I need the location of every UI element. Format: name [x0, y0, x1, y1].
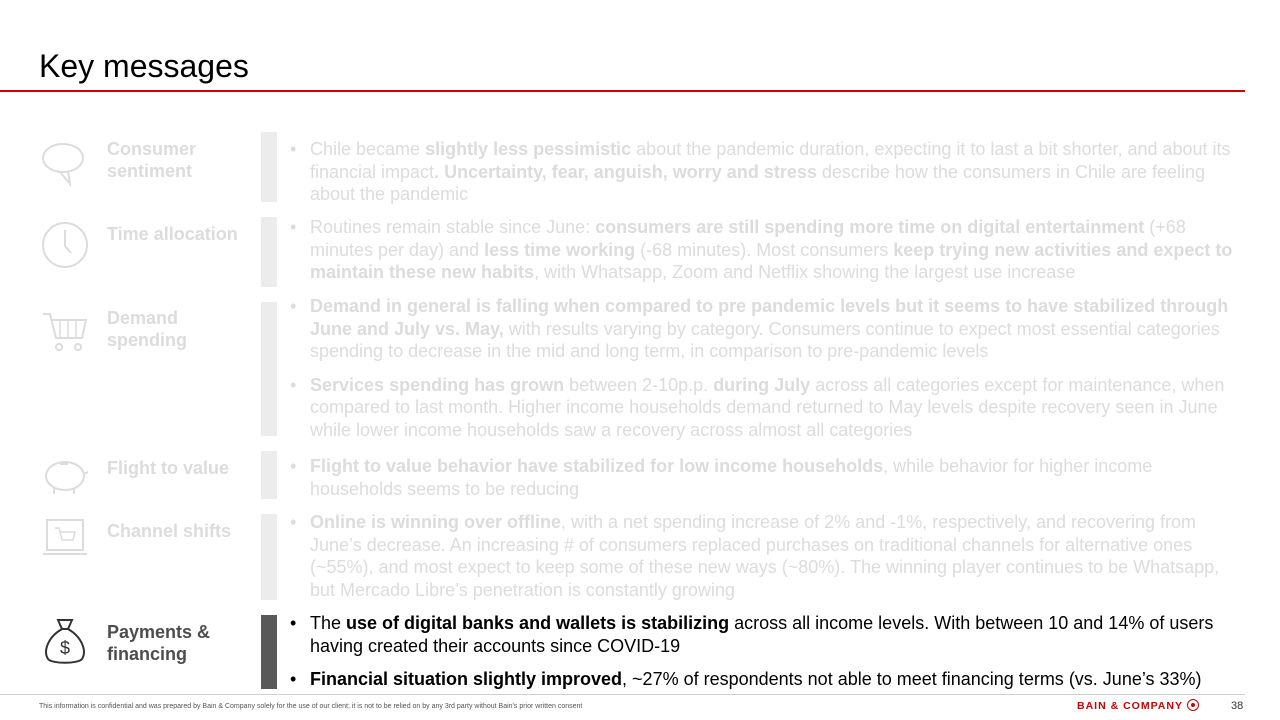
bullet-list — [290, 138, 1245, 217]
footer-divider — [0, 694, 1245, 695]
bullet-text: , with a net spending increase of 2% and -1%, respectively, and recovering from June’s decrease. An increasing # of consumers replaced purchases on traditional channels for alternative ones (~55%), and most expect to keep some of these new ways (~80%). The winning player continues to be Whatsapp, but Mercado Libre’s penetration is constantly growing — [310, 512, 1220, 600]
bullet-item — [290, 511, 1245, 601]
section-label: Demand spending — [107, 308, 187, 350]
clock-icon — [40, 220, 90, 270]
brand-logo — [1077, 699, 1199, 712]
bullet-bold-text: Financial situation slightly improved — [310, 669, 623, 689]
piggy-bank-icon — [40, 450, 90, 500]
brand-mark-icon — [1187, 699, 1199, 711]
bullet-item — [290, 455, 1245, 500]
svg-text:$: $ — [59, 638, 71, 658]
bullet-text: The — [310, 613, 347, 633]
shopping-cart-icon — [40, 306, 90, 356]
section-bar — [261, 217, 277, 287]
bullet-text: with results varying by category. Consumers continue to expect most essential categories spending to decrease in the mid and long term, in comparison to pre-pandemic levels — [310, 318, 1220, 361]
bullet-text: across all income levels. With between 10 and 14% of users having created their accounts since COVID-19 — [310, 613, 1214, 656]
money-bag-icon — [40, 617, 90, 667]
speech-bubble-icon — [40, 138, 90, 188]
bullet-text: describe how the consumers in Chile are feeling about the pandemic — [310, 161, 1206, 204]
bullet-text: about the pandemic duration, expecting it to last a bit shorter, and about its financial impact — [310, 139, 1231, 182]
section-bar — [261, 302, 277, 436]
bullet-item — [290, 668, 1245, 691]
section-bar — [261, 615, 277, 689]
bullet-bold-text: Flight to value behavior have stabilized for low income households — [310, 456, 884, 476]
bullet-text: , while behavior for higher income households seems to be reducing — [310, 456, 1153, 499]
bullet-bold-text: Demand in general is falling when compared to pre pandemic levels but it seems to have stabilized through June and July vs. May, — [310, 296, 1229, 339]
bullet-item — [290, 216, 1245, 284]
bullet-bold-text: during July — [713, 374, 811, 395]
section-label: Channel shifts — [107, 521, 232, 541]
section-label: Consumer sentiment — [107, 139, 197, 181]
bullet-text: between 2-10p.p. — [564, 374, 714, 395]
bullet-list — [290, 511, 1245, 612]
bullet-bold-text: keep trying new activities and expect to maintain these new habits — [310, 239, 1233, 282]
bullet-text: (+68 minutes per day) and — [310, 217, 1186, 260]
section-label: Flight to value — [107, 458, 230, 478]
bullet-list — [290, 295, 1245, 452]
bullet-text: Routines remain stable since June: — [310, 217, 596, 237]
bullet-text: (-68 minutes). Most consumers — [635, 239, 894, 260]
bullet-bold-text: Services spending has grown — [310, 374, 565, 395]
bullet-bold-text: . Uncertainty, fear, anguish, worry and stress — [434, 161, 817, 182]
bullet-text: across all categories except for maintenance, when compared to last month. Higher income households demand returned to May levels despite recovery seen in June while lower income households saw a recovery across almost all categories — [310, 374, 1225, 440]
page-number: 38 — [1231, 700, 1244, 712]
bullet-item — [290, 374, 1245, 442]
bullet-list — [290, 455, 1245, 511]
bullet-item — [290, 612, 1245, 657]
title-divider — [0, 90, 1245, 92]
bullet-bold-text: consumers are still spending more time on digital entertainment — [595, 217, 1145, 237]
bullet-item — [290, 295, 1245, 363]
confidentiality-disclaimer: This information is confidential and was prepared by Bain & Company solely for the use of our client; it is not to be relied on by any 3rd party without Bain's prior written consent — [39, 703, 583, 710]
section-label: Payments & financing — [107, 622, 211, 664]
laptop-cart-icon — [40, 514, 90, 564]
brand-wordmark: BAIN & COMPANY — [1077, 700, 1183, 712]
section-label: Time allocation — [107, 224, 238, 244]
bullet-text: , with Whatsapp, Zoom and Netflix showing the largest use increase — [534, 262, 1076, 282]
section-bar — [261, 514, 277, 600]
bullet-bold-text: Online is winning over offline — [310, 512, 562, 532]
bullet-text: Chile became — [310, 139, 426, 159]
section-bar — [261, 132, 277, 202]
page-title: Key messages — [39, 48, 249, 84]
bullet-list — [290, 216, 1245, 295]
section-bar — [261, 451, 277, 499]
bullet-list — [290, 612, 1245, 702]
bullet-bold-text: less time working — [484, 239, 636, 260]
bullet-bold-text: use of digital banks and wallets is stabilizing — [346, 613, 730, 633]
bullet-text: , ~27% of respondents not able to meet financing terms (vs. June’s 33%) — [622, 669, 1202, 689]
bullet-bold-text: slightly less pessimistic — [425, 139, 632, 159]
bullet-item — [290, 138, 1245, 206]
